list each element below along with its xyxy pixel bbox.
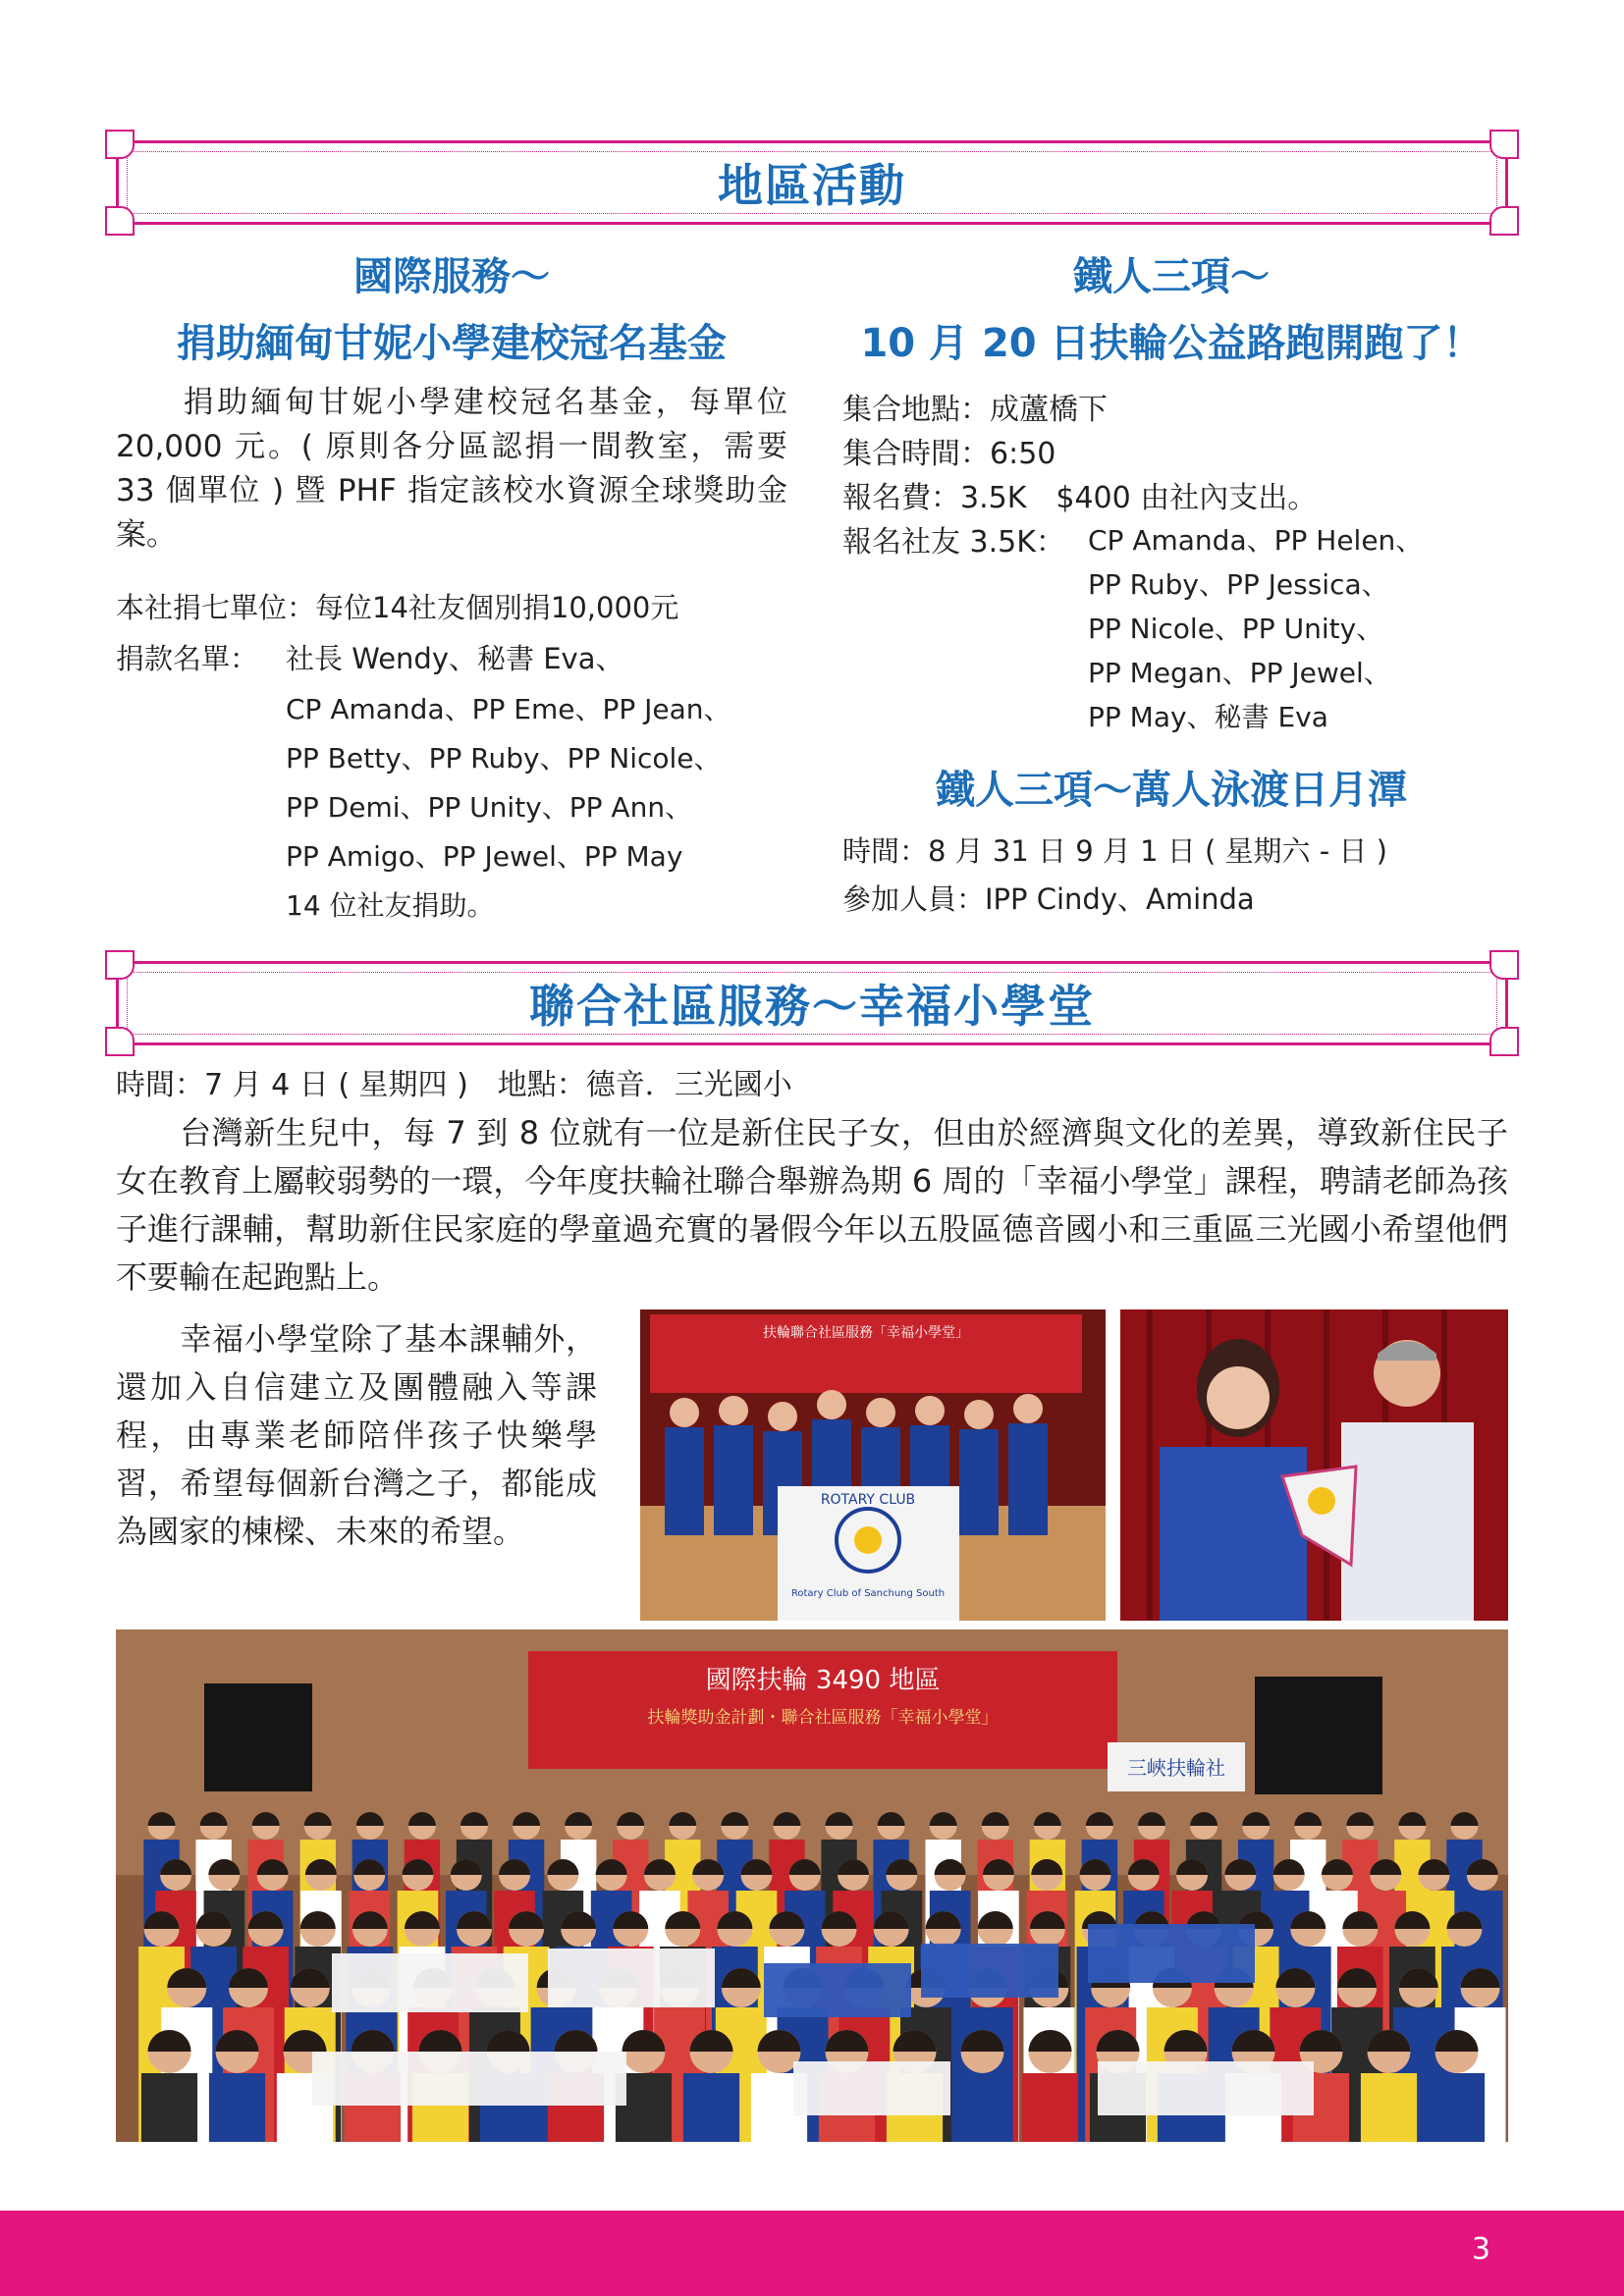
- photo1-flag-text: ROTARY CLUB: [820, 1492, 916, 1508]
- photo-pennant-exchange-drawing: [1120, 1309, 1508, 1621]
- registration-fee: 報名費：3.5K $400 由社內支出。: [842, 481, 1318, 515]
- photo-group-with-flag-drawing: [640, 1309, 1106, 1621]
- photo-large-group-drawing: [116, 1629, 1508, 2142]
- photo3-flag-text: 三峽扶輪社: [1127, 1756, 1225, 1780]
- right-heading-1: 鐵人三項～: [1073, 254, 1270, 299]
- section-title: 聯合社區服務～幸福小學堂: [529, 980, 1095, 1033]
- donation-paragraph: 捐助緬甸甘妮小學建校冠名基金，每單位 20,000 元。( 原則各分區認捐一間教室，需要 33 個單位 ) 暨 PHF 指定該校水資源全球獎助金案。: [116, 385, 787, 553]
- section-banner-community-service: [116, 961, 1508, 1045]
- gathering-time: 集合時間：6:50: [842, 437, 1056, 471]
- registrant-line: PP May、秘書 Eva: [1088, 701, 1328, 733]
- photo-pennant-exchange: [1120, 1309, 1508, 1621]
- registrant-line: PP Nicole、PP Unity、: [1088, 613, 1384, 645]
- photo-group-with-flag: [640, 1309, 1106, 1621]
- photo1-banner-text: 扶輪聯合社區服務「幸福小學堂」: [763, 1325, 969, 1341]
- event-info: 時間：7 月 4 日 ( 星期四 ) 地點：德音．三光國小: [116, 1068, 792, 1102]
- donor-line: CP Amanda、PP Eme、PP Jean、: [286, 693, 731, 725]
- section-banner-district-activities: [116, 140, 1508, 225]
- donor-line: PP Amigo、PP Jewel、PP May: [286, 840, 683, 873]
- registrant-line: PP Ruby、PP Jessica、: [1088, 568, 1389, 601]
- left-heading-2: 捐助緬甸甘妮小學建校冠名基金: [177, 321, 727, 366]
- swim-time: 時間：8 月 31 日 9 月 1 日 ( 星期六 - 日 ): [842, 834, 1387, 868]
- registrant-line: PP Megan、PP Jewel、: [1088, 657, 1391, 689]
- left-heading-1: 國際服務～: [353, 254, 550, 299]
- donors-label: 捐款名單：: [116, 642, 259, 675]
- swim-participants: 參加人員：IPP Cindy、Aminda: [842, 882, 1255, 916]
- donor-line: 社長 Wendy、秘書 Eva、: [286, 642, 624, 675]
- gathering-location: 集合地點：成蘆橋下: [842, 393, 1108, 427]
- section-title: 地區活動: [718, 159, 906, 212]
- photo3-banner-subtext: 扶輪獎助金計劃・聯合社區服務「幸福小學堂」: [647, 1708, 999, 1728]
- photo-large-group: [116, 1629, 1508, 2142]
- pledge-line: 本社捐七單位：每位14社友個別捐10,000元: [116, 591, 679, 624]
- footer-bar: [0, 2211, 1624, 2296]
- right-heading-2: 10 月 20 日扶輪公益路跑開跑了！: [860, 321, 1483, 366]
- side-paragraph: 幸福小學堂除了基本課輔外，還加入自信建立及團體融入等課程，由專業老師陪伴孩子快樂學習，希望每個新台灣之子，都能成為國家的棟樑、未來的希望。: [116, 1320, 597, 1550]
- donor-line: PP Betty、PP Ruby、PP Nicole、: [286, 742, 722, 774]
- registrants-label: 報名社友 3.5K：: [842, 525, 1065, 560]
- right-heading-3: 鐵人三項～萬人泳渡日月潭: [936, 768, 1407, 813]
- page-number: 3: [1471, 2232, 1490, 2267]
- community-paragraph: 台灣新生兒中，每 7 到 8 位就有一位是新住民子女，但由於經濟與文化的差異，導致新住民子女在教育上屬較弱勢的一環，今年度扶輪社聯合舉辦為期 6 周的「幸福小學堂」課程，聘請老師為孩子進行課輔，幫助新住民家庭的學童過充實的暑假今年以五股區德音國小和三重區三光國小希望他們不要輸在起跑點上。: [116, 1114, 1508, 1296]
- donor-line: 14 位社友捐助。: [286, 889, 495, 922]
- registrant-line: CP Amanda、PP Helen、: [1088, 524, 1424, 557]
- donor-line: PP Demi、PP Unity、PP Ann、: [286, 791, 693, 824]
- photo3-banner-text: 國際扶輪 3490 地區: [705, 1666, 941, 1695]
- photo1-flag-subtext: Rotary Club of Sanchung South: [790, 1588, 946, 1599]
